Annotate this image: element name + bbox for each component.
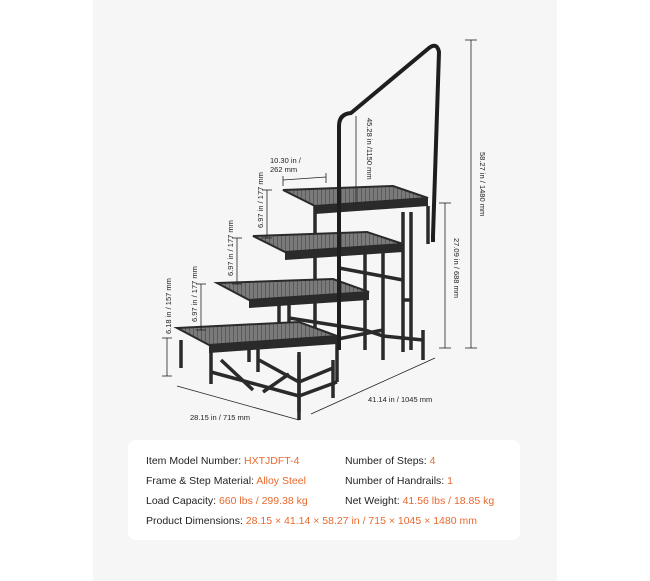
spec-model-value: HXTJDFT-4 (244, 455, 300, 467)
width-label: 28.15 in / 715 mm (190, 413, 251, 422)
spec-steps-label: Number of Steps: (345, 455, 427, 467)
spec-handrails-label: Number of Handrails: (345, 475, 445, 487)
platform-height-label: 27.09 in / 688 mm (452, 238, 461, 299)
spec-weight-value: 41.56 lbs / 18.85 kg (402, 495, 495, 507)
specification-card (128, 440, 520, 540)
rise-low-label: 6.97 in / 177 mm (190, 266, 199, 322)
spec-material-value: Alloy Steel (256, 475, 306, 487)
frame (249, 196, 423, 420)
spec-model-label: Item Model Number: (146, 455, 242, 467)
spec-weight (345, 495, 494, 507)
length-label: 41.14 in / 1045 mm (368, 395, 433, 404)
step-depth-label: 10.30 in / 262 mm (270, 156, 301, 174)
step-stool-illustration (93, 0, 557, 430)
spec-load (146, 495, 308, 507)
spec-material (146, 475, 306, 487)
rise-top-label: 6.97 in / 177 mm (256, 172, 265, 228)
spec-dimensions-value: 28.15 × 41.14 × 58.27 in / 715 × 1045 × 1480 mm (245, 515, 477, 527)
spec-handrails (345, 475, 453, 487)
spec-model (146, 455, 299, 467)
spec-load-value: 660 lbs / 299.38 kg (218, 495, 308, 507)
spec-load-label: Load Capacity: (146, 495, 217, 507)
spec-steps-value: 4 (429, 455, 436, 467)
handrail-height-label: 45.28 in /1150 mm (365, 118, 374, 180)
spec-weight-label: Net Weight: (345, 495, 400, 507)
total-height-label: 58.27 in / 1480 mm (478, 152, 487, 217)
step-treads (177, 186, 428, 353)
rise-mid-label: 6.97 in / 177 mm (226, 220, 235, 276)
spec-material-label: Frame & Step Material: (146, 475, 254, 487)
rise-bottom-label: 6.18 in / 157 mm (164, 278, 173, 334)
spec-dimensions (146, 515, 477, 527)
spec-steps (345, 455, 435, 467)
spec-handrails-value: 1 (447, 475, 453, 487)
spec-dimensions-label: Product Dimensions: (146, 515, 243, 527)
